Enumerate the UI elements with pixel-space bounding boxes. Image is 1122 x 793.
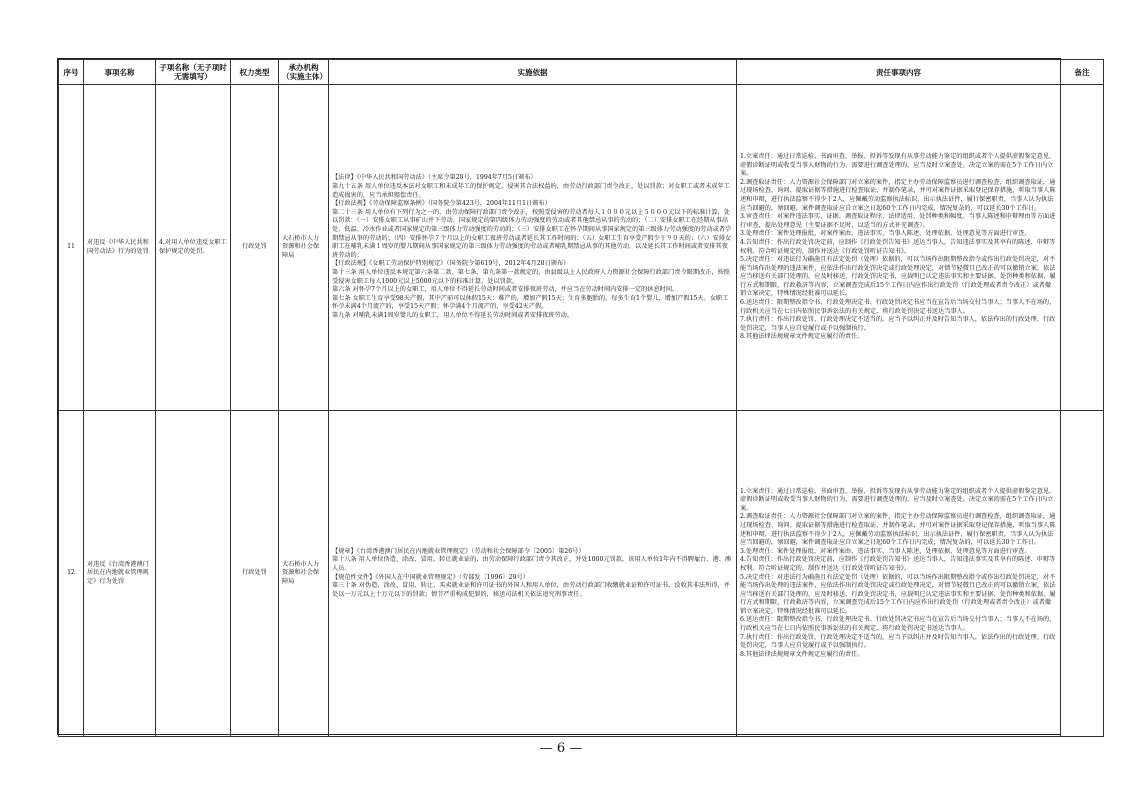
row-agency: 大石桥市人力资源和社会保障局 <box>279 85 329 411</box>
row-agency: 大石桥市人力资源和社会保障局 <box>279 411 329 737</box>
responsibility-paragraph: 1.立案责任：通过日常巡检、书面审查、举报、投诉等发现有从事劳动能力鉴定的组织或者个人提供虚假鉴定意见、虚假诊断证明或收受当事人财物的行为，需要进行调查处理的，应当及时立案查处。决定立案的需在5个工作日内立案。 <box>740 152 1056 178</box>
row-remark <box>1061 85 1104 411</box>
responsibility-paragraph: 4.告知责任：作出行政处罚决定前，应制作《行政处罚告知书》送达当事人，告知违法事实及其享有的陈述、申辩等权利。符合听证规定的，制作并送达《行政处罚听证告知书》。 <box>740 238 1056 255</box>
row-sub-item: 4.对用人单位违反女职工保护规定的处罚。 <box>156 85 231 411</box>
header-responsibility: 责任事项内容 <box>737 60 1061 85</box>
row-item-name: 对违反《台湾香港澳门居民在内地就业管理规定》行为处罚 <box>84 411 156 737</box>
responsibility-paragraph: 4.告知责任：作出行政处罚决定前，应制作《行政处罚告知书》送达当事人，告知违法事实及其享有的陈述、申辩等权利。符合听证规定的，制作并送达《行政处罚听证告知书》。 <box>740 556 1056 572</box>
basis-paragraph: 第十八条 用人单位伪造、涂改、冒用、转让就业证的，由劳动保障行政部门责令其改正，并处1000元罚款，该用人单位1年内不得聘雇台、港、澳人员。 <box>332 556 732 572</box>
row-item-name: 对违反《中华人民共和国劳动法》行为的处罚 <box>84 85 156 411</box>
responsibility-table-sheet <box>57 58 1090 735</box>
basis-paragraph: 第七条 女职工生育享受98天产假，其中产前可以休假15天；难产的，增加产假15天；生育多胞胎的，每多生育1个婴儿，增加产假15天。女职工怀孕未满4个月流产的，享受15天产假；怀孕满4个月流产的，享受42天产假。 <box>332 294 729 311</box>
table-header-row <box>59 60 1104 85</box>
header-power-type: 权力类型 <box>231 60 279 85</box>
row-responsibility <box>737 411 1061 737</box>
responsibility-paragraph: 3.审查责任：对案件违法事实、证据、调查取证程序、法律适用、处罚种类和幅度、当事人陈述和申辩理由等方面进行审查，提出处理意见（主要证据不足时，以适当的方式补充调查）。 <box>740 213 1056 229</box>
responsibility-paragraph: 6.送达责任：限期整改指令书、行政处理决定书、行政处罚决定书应当在宣告后当场交付当事人；当事人不在场的，行政机关应当在七日内依照民事诉讼法的有关规定，将行政处罚决定书送达当事人。 <box>740 616 1056 633</box>
responsibility-paragraph: 3.处理责任：案件处理报批，对案件案由、违法事实、当事人陈述、处理依据、处理意见等方面进行审查。 <box>740 547 1031 555</box>
basis-paragraph: 【行政法规】《女职工劳动保护特别规定》（国务院令第619号，2012年4月28日颁布） <box>332 260 570 268</box>
responsibility-paragraph: 3.处理责任：案件处理报批，对案件案由、违法事实、当事人陈述、处理依据、处理意见等方面进行审查。 <box>740 230 1031 238</box>
header-agency: 承办机构（实施主体） <box>279 60 329 85</box>
basis-paragraph: 【规范性文件】《外国人在中国就业管理规定》（劳部发〔1996〕29号） <box>332 573 529 581</box>
row-remark <box>1061 411 1104 737</box>
row-power-type: 行政处罚 <box>231 411 279 737</box>
row-index: 11 <box>59 85 84 411</box>
responsibility-paragraph: 5.决定责任：对违法行为确凿且有法定处罚（处理）依据的，可以当场作出限期整改指令或作出行政处罚决定，对不能当场作出处理的违法案件，应依法作出行政处罚决定或行政处理决定，对情节轻微且已改正的可以撤销立案，依法应当移送有关部门处理的，应及时移送，行政处罚决定书，应载明已认定违法事实和主要证据、处罚种类和依据、履行方式和期限，行政救济等内容，立案调查完成后15个工作日内应作出行政处罚（行政处理或者责令改正）或者撤销立案决定，特殊情况经批准可以延长。 <box>740 573 1056 615</box>
row-responsibility <box>737 85 1061 411</box>
header-sub-item: 子项名称（无子项时无需填写） <box>156 60 231 85</box>
header-basis: 实施依据 <box>329 60 737 85</box>
row-basis <box>329 411 737 737</box>
basis-paragraph: 第九条 对哺乳未满1周岁婴儿的女职工，用人单位不得延长劳动时间或者安排夜班劳动。 <box>332 311 574 319</box>
responsibility-paragraph: 8.其他法律法规规章文件规定应履行的责任。 <box>740 650 864 658</box>
basis-paragraph: 【规章】《台湾香港澳门居民在内地就业管理规定》（劳动和社会保障部令〔2005〕第26号） <box>332 547 585 555</box>
responsibility-paragraph: 2.调查取证责任：人力资源社会保障部门对立案的案件，指定主办劳动保障监察员进行调查检查，组织调查取证，通过现场检查、询问、提取证据等措施进行检查取证，并制作笔录，并可对案件证据采取登记保存措施，听取当事人陈述和申辩，进行执法监察不得少于2人，应佩戴劳动监察执法标识，出示执法证件，履行保密职责，当事人认为执法应当回避的，须回避，案件调查取证应自立案之日起60个工作日内完成，情况复杂的，可以延长30个工作日。 <box>740 513 1056 547</box>
responsibility-paragraph: 1.立案责任：通过日常巡检、书面审查、举报、投诉等发现有从事劳动能力鉴定的组织或者个人提供虚假鉴定意见、虚假诊断证明或收受当事人财物的行为，需要进行调查处理的，应当及时立案查处。决定立案的需在5个工作日内立案。 <box>740 487 1056 512</box>
responsibility-paragraph: 6.送达责任：限期整改指令书、行政处理决定书、行政处罚决定书应当在宣告后当场交付当事人；当事人不在场的，行政机关应当在七日内依照民事诉讼法的有关规定，将行政处罚决定书送达当事人。 <box>740 299 1056 315</box>
responsibility-paragraph: 7.执行责任：作出行政处罚、行政处理决定不适当的，应当予以纠正并及时告知当事人，依法作出的行政处理、行政处罚决定，当事人应自觉履行或予以强制执行。 <box>740 633 1056 650</box>
responsibility-table <box>58 59 1104 737</box>
basis-paragraph: 【行政法规】《劳动保障监察条例》（国务院令第423号，2004年11月1日颁布） <box>332 200 551 208</box>
table-row <box>59 85 1104 411</box>
basis-paragraph: 【法律】《中华人民共和国劳动法》（主席令第28号，1994年7月5日颁布） <box>332 174 537 182</box>
basis-paragraph: 第十三条 用人单位违反本规定第六条第二款、第七条、第九条第一款规定的，由县级以上人民政府人力资源社会保障行政部门责令限期改正，按照受侵害女职工每人1000元以上5000元以下的标准计算，处以罚款。 <box>332 268 730 285</box>
table-row <box>59 411 1104 737</box>
responsibility-paragraph: 2.调查取证责任：人力资源社会保障部门对立案的案件，指定主办劳动保障监察员进行调查检查，组织调查取证，通过现场检查、询问、提取证据等措施进行检查取证，并制作笔录，并可对案件证据采取登记保存措施，听取当事人陈述和申辩，进行执法监察不得少于2人，应佩戴劳动监察执法标识，出示执法证件，履行保密职责，当事人认为执法应当回避的，须回避，案件调查取证应自立案之日起60个工作日内完成，情况复杂的，可以延长30个工作日。 <box>740 178 1056 212</box>
row-sub-item <box>156 411 231 737</box>
responsibility-paragraph: 8.其他法律法规规章文件规定应履行的责任。 <box>740 333 864 341</box>
row-basis <box>329 85 737 411</box>
responsibility-paragraph: 7.执行责任：作出行政处罚、行政处理决定不适当的，应当予以纠正并及时告知当事人，依法作出的行政处理、行政处罚决定，当事人应自觉履行或予以强制执行。 <box>740 316 1056 332</box>
page-number: — 6 — <box>539 741 583 756</box>
basis-paragraph: 第二十三条 用人单位有下列行为之一的，由劳动保障行政部门责令改正，按照受侵害的劳动者每人１０００元以上５０００元以下的标准计算，处以罚款：（一）安排女职工从事矿山井下劳动、国家规定的第四级体力劳动强度的劳动或者其他禁忌从事的劳动的；（二）安排女职工在经期从事高处、低温、冷水作业或者国家规定的第三级体力劳动强度的劳动的；（三）安排女职工在怀孕期间从事国家规定的第三级体力劳动强度的劳动或者孕期禁忌从事的劳动的；（四）安排怀孕７个月以上的女职工夜班劳动或者延长其工作时间的；（五）女职工生育享受产假少于９０天的；（六）安排女职工在哺乳未满１周岁的婴儿期间从事国家规定的第三级体力劳动强度的劳动或者哺乳期禁忌从事的其他劳动，以及延长其工作时间或者安排其夜班劳动的； <box>332 208 732 259</box>
header-remark: 备注 <box>1061 60 1104 85</box>
row-index: 12 <box>59 411 84 737</box>
basis-paragraph: 第九十五条 用人单位违反本法对女职工和未成年工的保护规定，侵害其合法权益的，由劳动行政部门责令改正，处以罚款；对女职工或者未成年工造成损害的，应当承担赔偿责任。 <box>332 183 730 199</box>
header-index: 序号 <box>59 60 84 85</box>
row-power-type: 行政处罚 <box>231 85 279 411</box>
responsibility-paragraph: 5.决定责任：对违法行为确凿且有法定处罚（处理）依据的，可以当场作出限期整改指令或作出行政处罚决定，对不能当场作出处理的违法案件，应依法作出行政处罚决定或行政处理决定，对情节轻微且已改正的可以撤销立案，依法应当移送有关部门处理的，应及时移送，行政处罚决定书，应载明已认定违法事实和主要证据、处罚种类和依据、履行方式和期限，行政救济等内容，立案调查完成后15个工作日内应作出行政处罚（行政处理或者责令改正）或者撤销立案决定，特殊情况经批准可以延长。 <box>740 256 1056 298</box>
header-item-name: 事项名称 <box>84 60 156 85</box>
basis-paragraph: 第六条 对怀孕7个月以上的女职工，用人单位不得延长劳动时间或者安排夜班劳动，并应当在劳动时间内安排一定的休息时间。 <box>332 286 679 294</box>
basis-paragraph: 第三十条 对伪造、涂改、冒用、转让、买卖就业证和许可证书的外国人和用人单位，由劳动行政部门收缴就业证和许可证书，没收其非法所得，并处以一万元以上十万元以下的罚款；情节严重构成犯罪的，移送司法机关依法追究刑事责任。 <box>332 582 730 598</box>
